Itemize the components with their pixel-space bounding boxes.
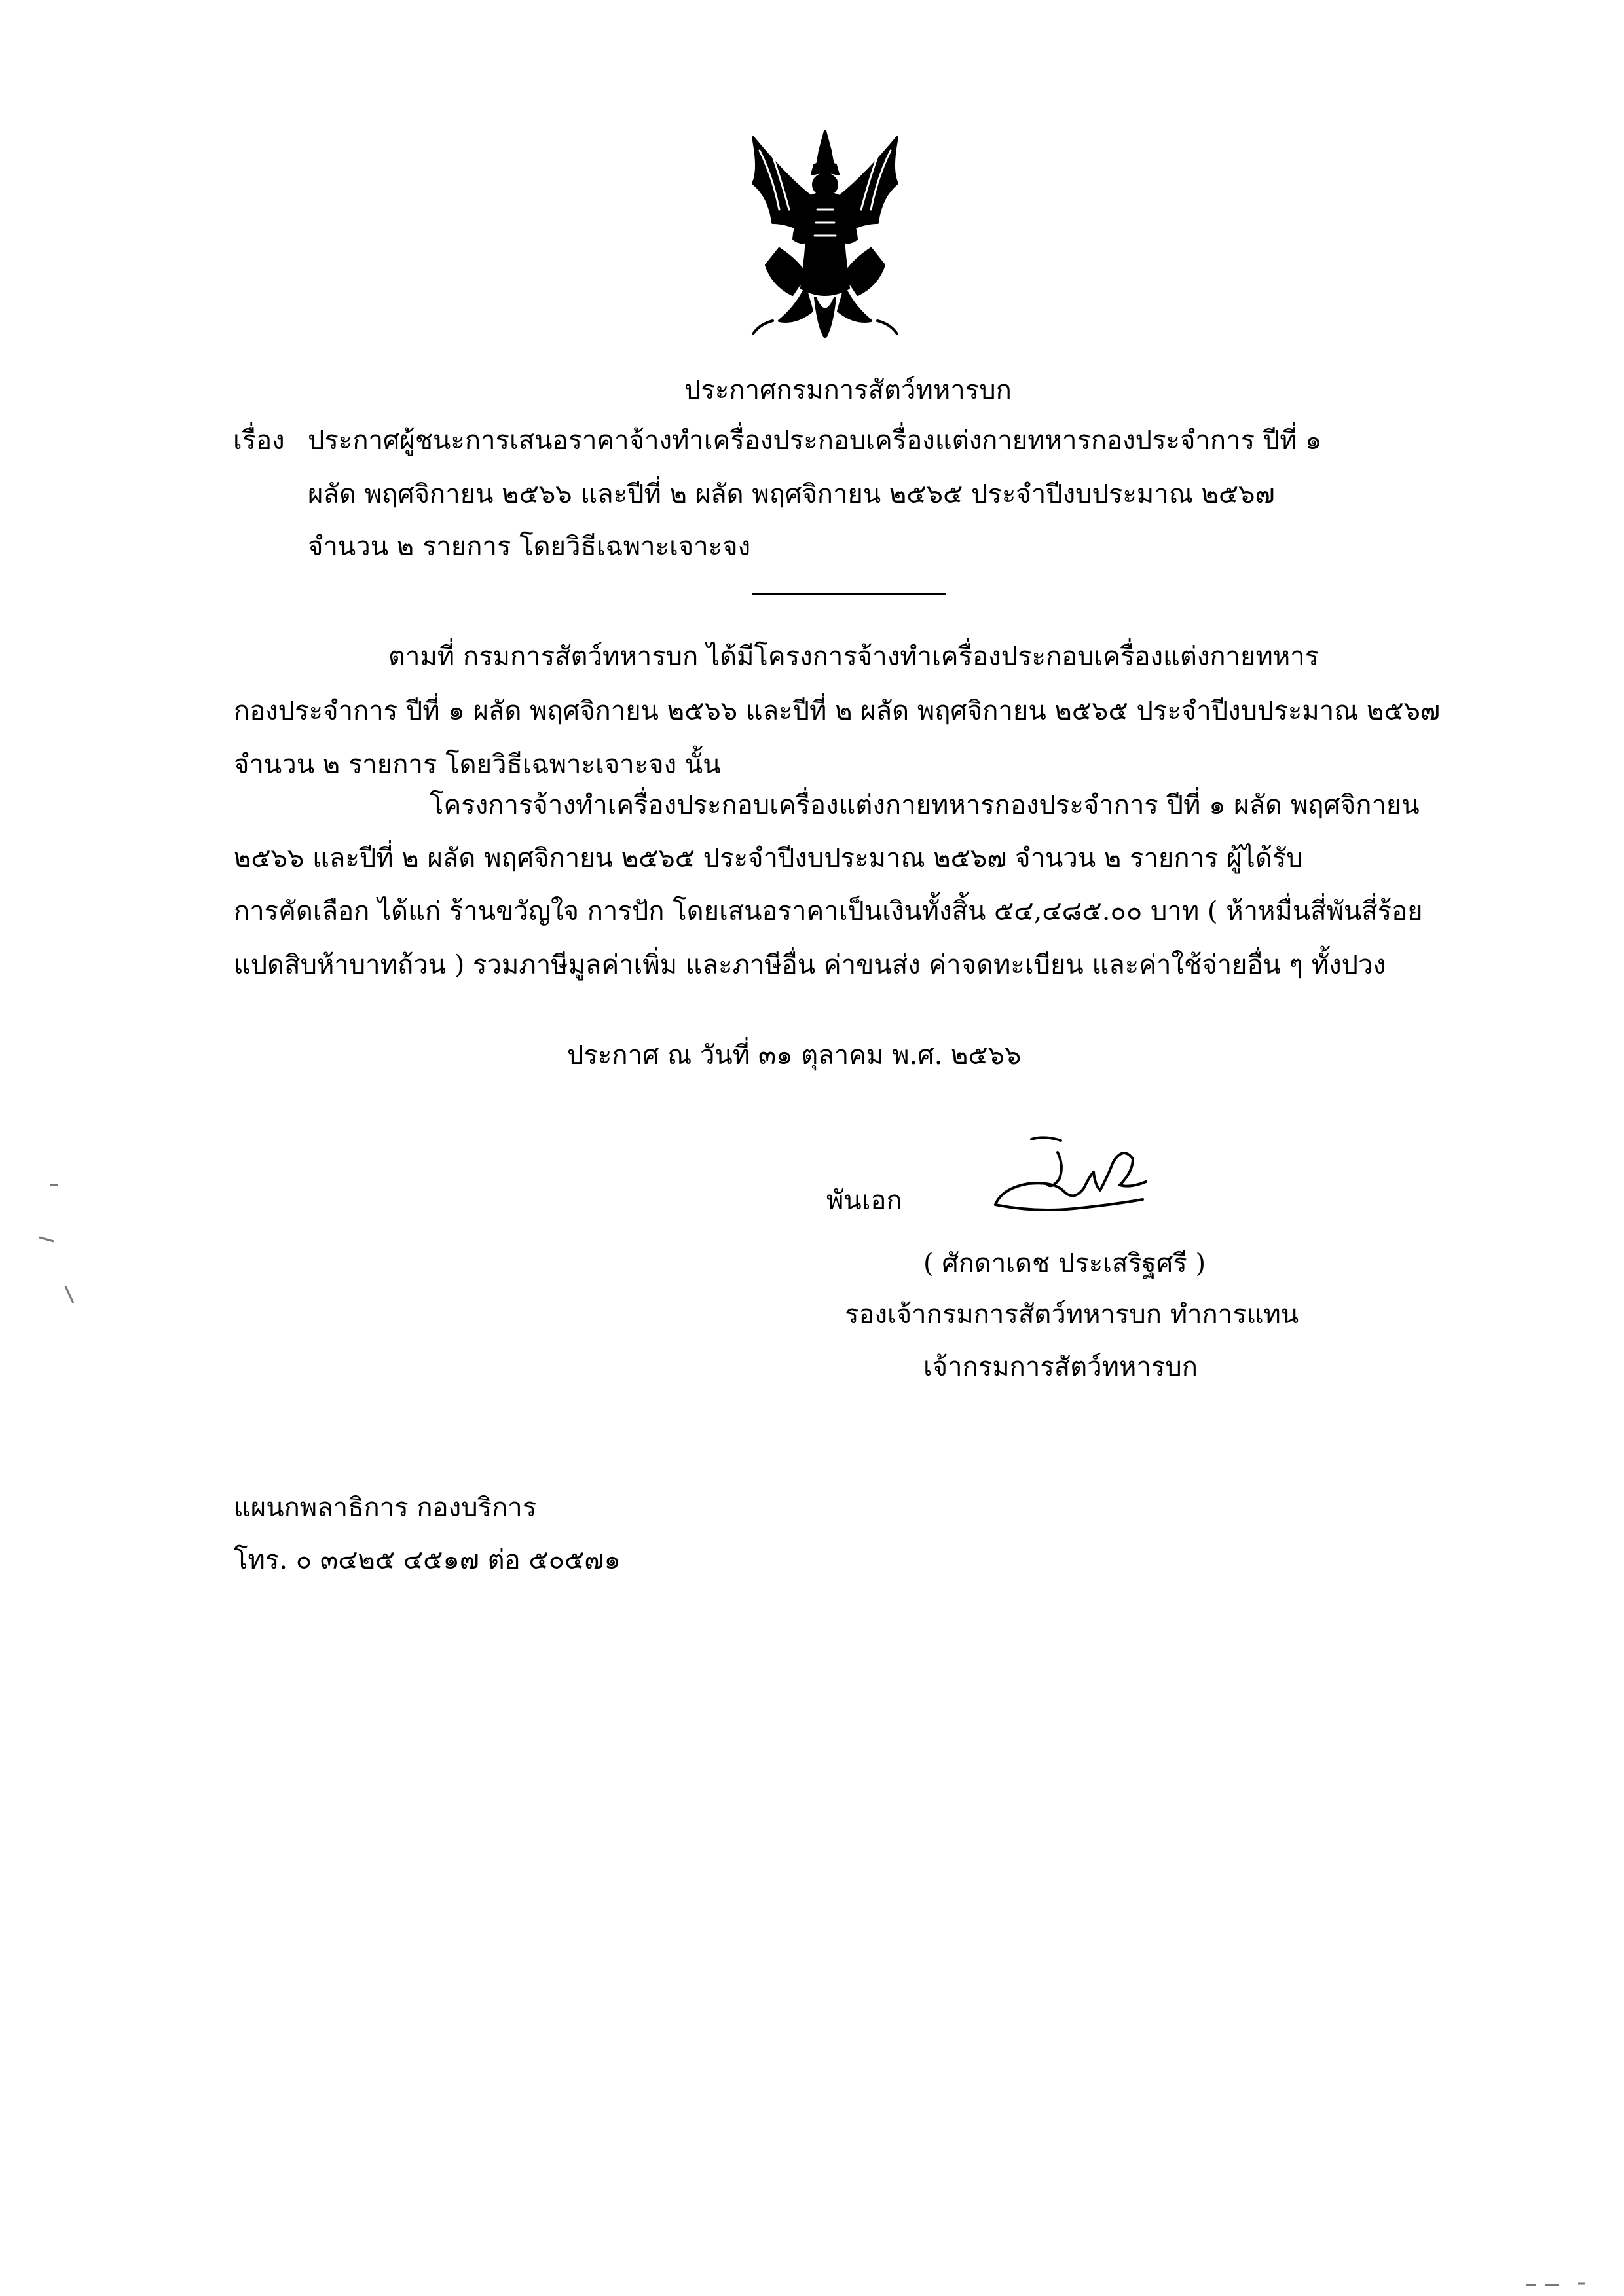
signer-position: เจ้ากรมการสัตว์ทหารบก (923, 1352, 1198, 1382)
contact-phone: โทร. ๐ ๓๔๒๕ ๔๕๑๗ ต่อ ๕๐๕๗๑ (234, 1545, 621, 1575)
subject-line: ผลัด พฤศจิกายน ๒๕๖๖ และปีที่ ๒ ผลัด พฤศจิกายน ๒๕๖๕ ประจำปีงบประมาณ ๒๕๖๗ (308, 479, 1275, 509)
signer-name: ( ศักดาเดช ประเสริฐศรี ) (923, 1248, 1206, 1279)
announcement-date: ประกาศ ณ วันที่ ๓๑ ตุลาคม พ.ศ. ๒๕๖๖ (567, 1040, 1022, 1070)
subject-line: ประกาศผู้ชนะการเสนอราคาจ้างทำเครื่องประกอบเครื่องแต่งกายทหารกองประจำการ ปีที่ ๑ (308, 426, 1322, 456)
paragraph-1-line: จำนวน ๒ รายการ โดยวิธีเฉพาะเจาะจง นั้น (234, 750, 721, 780)
paragraph-1-line: กองประจำการ ปีที่ ๑ ผลัด พฤศจิกายน ๒๕๖๖ และปีที่ ๒ ผลัด พฤศจิกายน ๒๕๖๕ ประจำปีงบประมาณ ๒๕๖๗ (234, 696, 1441, 726)
handwritten-signature (982, 1126, 1172, 1224)
signer-position: รองเจ้ากรมการสัตว์ทหารบก ทำการแทน (845, 1300, 1299, 1330)
document-title: ประกาศกรมการสัตว์ทหารบก (684, 375, 1012, 405)
divider-rule (752, 593, 946, 595)
contact-department: แผนกพลาธิการ กองบริการ (234, 1493, 537, 1523)
subject-line: จำนวน ๒ รายการ โดยวิธีเฉพาะเจาะจง (308, 532, 751, 562)
subject-label: เรื่อง (233, 426, 285, 456)
paragraph-2-line: ๒๕๖๖ และปีที่ ๒ ผลัด พฤศจิกายน ๒๕๖๕ ประจำปีงบประมาณ ๒๕๖๗ จำนวน ๒ รายการ ผู้ได้รับ (234, 843, 1303, 873)
signer-rank: พันเอก (826, 1186, 902, 1216)
paragraph-2-line: การคัดเลือก ได้แก่ ร้านขวัญใจ การปัก โดยเสนอราคาเป็นเงินทั้งสิ้น ๕๔,๔๘๕.๐๐ บาท ( ห้าหมื่นสี่พันสี่ร้อย (234, 896, 1423, 926)
paragraph-2-line: โครงการจ้างทำเครื่องประกอบเครื่องแต่งกายทหารกองประจำการ ปีที่ ๑ ผลัด พฤศจิกายน (430, 790, 1420, 820)
garuda-emblem-icon (733, 124, 917, 340)
paragraph-2-line: แปดสิบห้าบาทถ้วน ) รวมภาษีมูลค่าเพิ่ม และภาษีอื่น ค่าขนส่ง ค่าจดทะเบียน และค่าใช้จ่ายอื่น ๆ ทั้งปวง (234, 950, 1386, 980)
paragraph-1-line: ตามที่ กรมการสัตว์ทหารบก ได้มีโครงการจ้างทำเครื่องประกอบเครื่องแต่งกายทหาร (388, 642, 1320, 672)
